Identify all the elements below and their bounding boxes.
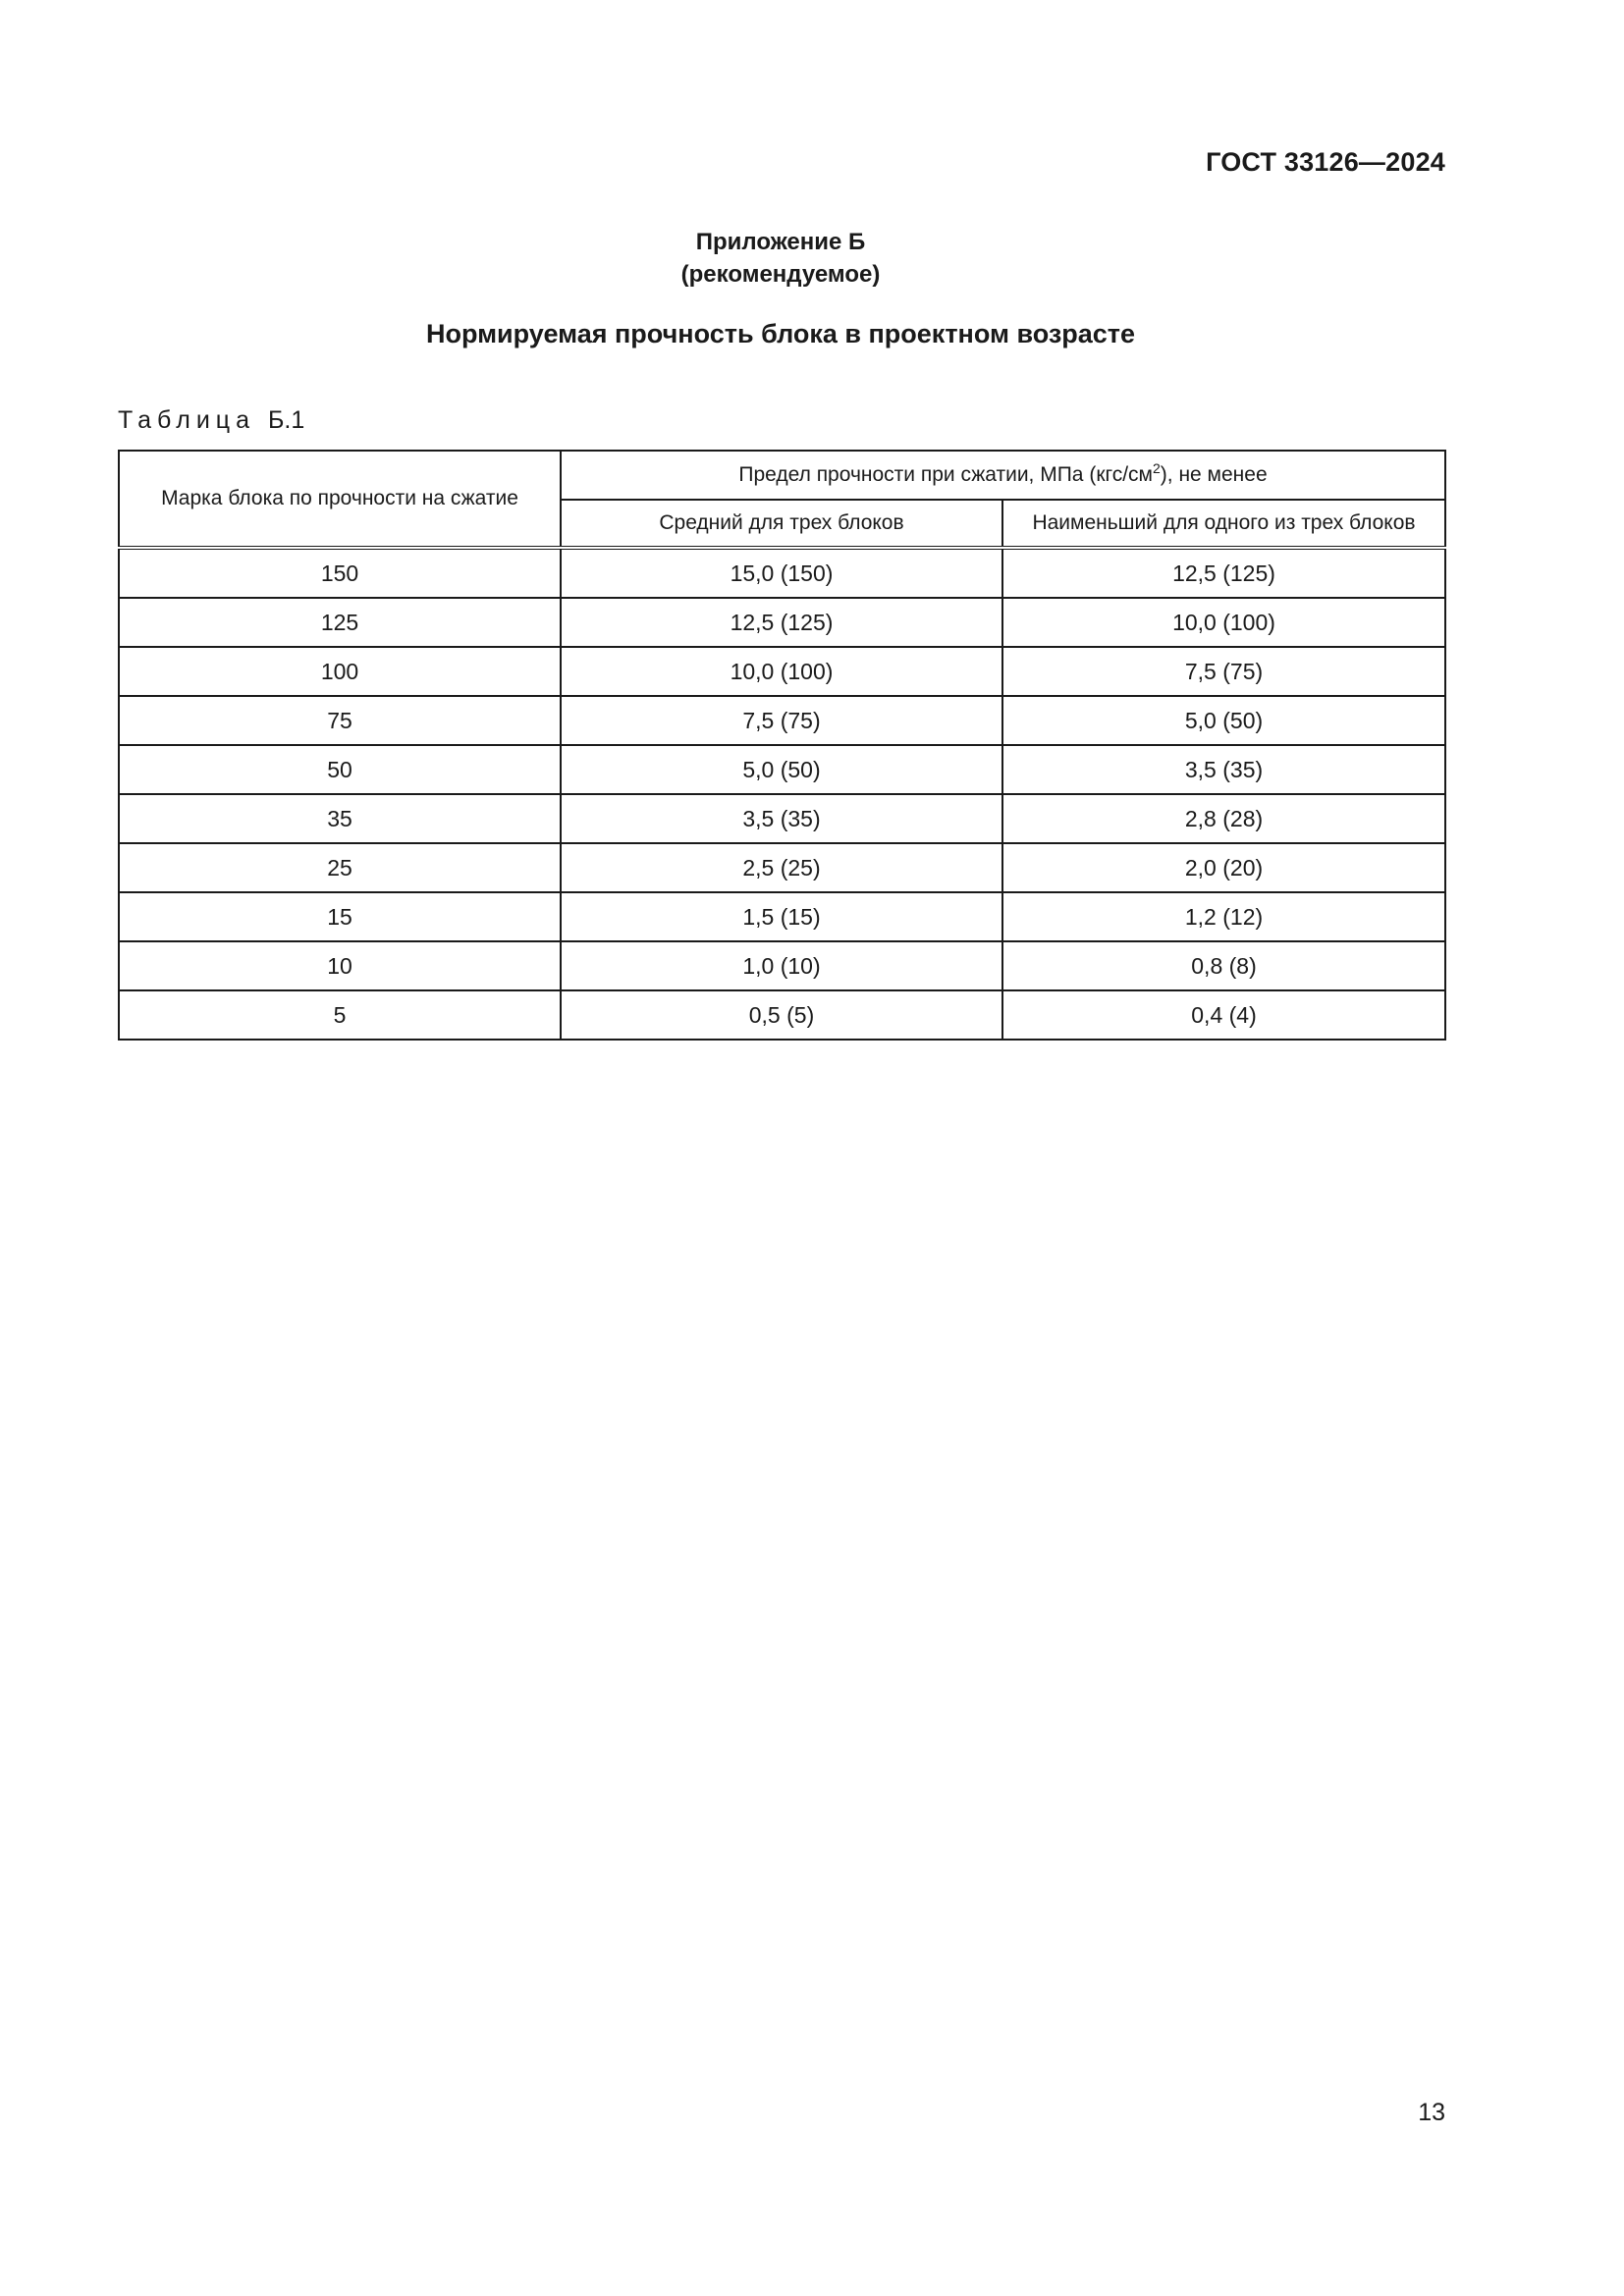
cell-minimum: 0,4 (4) xyxy=(1002,990,1445,1040)
header-strength-limit xyxy=(561,451,1445,500)
cell-average: 15,0 (150) xyxy=(561,548,1002,598)
cell-grade: 15 xyxy=(119,892,561,941)
header-minimum: Наименьший для одного из трех блоков xyxy=(1002,500,1445,548)
cell-average: 2,5 (25) xyxy=(561,843,1002,892)
header-strength-sup: 2 xyxy=(1152,460,1161,476)
appendix-heading xyxy=(0,226,1561,291)
cell-minimum: 10,0 (100) xyxy=(1002,598,1445,647)
cell-grade: 25 xyxy=(119,843,561,892)
cell-minimum: 2,0 (20) xyxy=(1002,843,1445,892)
table-row xyxy=(119,696,1445,745)
cell-grade: 50 xyxy=(119,745,561,794)
header-strength-pre: Предел прочности при сжатии, МПа (кгс/см xyxy=(738,463,1153,486)
section-title: Нормируемая прочность блока в проектном возрасте xyxy=(425,319,1136,348)
table-label-number: Б.1 xyxy=(267,406,305,434)
cell-average: 12,5 (125) xyxy=(561,598,1002,647)
cell-grade: 5 xyxy=(119,990,561,1040)
cell-minimum: 0,8 (8) xyxy=(1002,941,1445,990)
cell-average: 0,5 (5) xyxy=(561,990,1002,1040)
cell-minimum: 7,5 (75) xyxy=(1002,647,1445,696)
table-row xyxy=(119,990,1445,1040)
page-number: 13 xyxy=(1418,2099,1445,2126)
cell-grade: 150 xyxy=(119,548,561,598)
cell-average: 10,0 (100) xyxy=(561,647,1002,696)
header-strength-post: ), не менее xyxy=(1160,463,1268,486)
table-header-row xyxy=(119,451,1445,500)
table-label xyxy=(118,406,304,435)
table-row xyxy=(119,548,1445,598)
strength-table xyxy=(118,450,1446,1041)
header-grade: Марка блока по прочности на сжатие xyxy=(119,451,561,548)
cell-average: 5,0 (50) xyxy=(561,745,1002,794)
cell-average: 3,5 (35) xyxy=(561,794,1002,843)
cell-minimum: 1,2 (12) xyxy=(1002,892,1445,941)
cell-average: 7,5 (75) xyxy=(561,696,1002,745)
cell-grade: 125 xyxy=(119,598,561,647)
cell-grade: 100 xyxy=(119,647,561,696)
cell-minimum: 2,8 (28) xyxy=(1002,794,1445,843)
cell-minimum: 3,5 (35) xyxy=(1002,745,1445,794)
cell-grade: 75 xyxy=(119,696,561,745)
header-average: Средний для трех блоков xyxy=(561,500,1002,548)
appendix-title: Приложение Б xyxy=(695,229,866,255)
cell-minimum: 5,0 (50) xyxy=(1002,696,1445,745)
document-code: ГОСТ 33126—2024 xyxy=(1206,147,1445,177)
cell-average: 1,0 (10) xyxy=(561,941,1002,990)
appendix-subtitle: (рекомендуемое) xyxy=(680,261,881,288)
cell-grade: 10 xyxy=(119,941,561,990)
table-row xyxy=(119,892,1445,941)
table-row xyxy=(119,941,1445,990)
table-row xyxy=(119,794,1445,843)
cell-grade: 35 xyxy=(119,794,561,843)
cell-average: 1,5 (15) xyxy=(561,892,1002,941)
table-label-word: Таблица xyxy=(118,406,256,434)
table-row xyxy=(119,647,1445,696)
table-row xyxy=(119,843,1445,892)
cell-minimum: 12,5 (125) xyxy=(1002,548,1445,598)
table-row xyxy=(119,745,1445,794)
table-row xyxy=(119,598,1445,647)
